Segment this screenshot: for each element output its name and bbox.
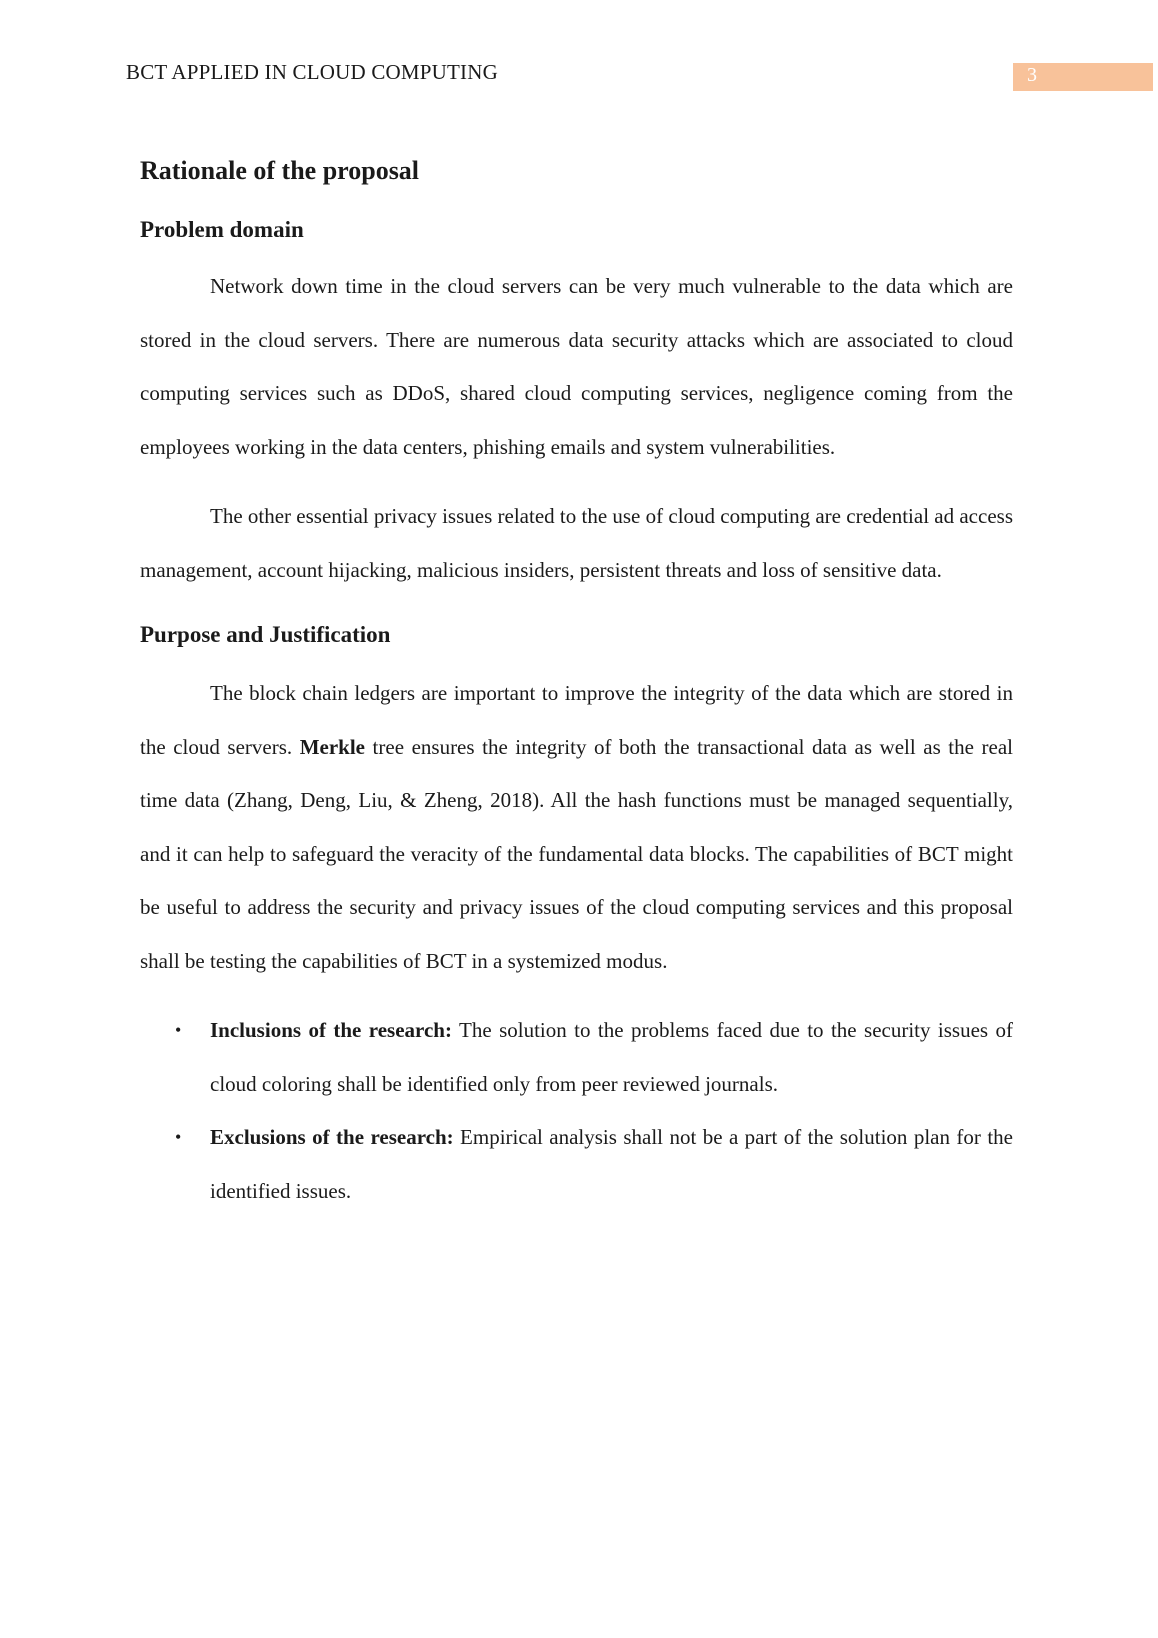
inclusions-label: Inclusions of the research:: [210, 1018, 452, 1042]
section-title: Rationale of the proposal: [140, 156, 420, 185]
running-header-title: BCT APPLIED IN CLOUD COMPUTING: [126, 60, 498, 84]
problem-domain-heading: Problem domain: [140, 217, 304, 242]
bullet-icon: •: [175, 1020, 182, 1040]
purpose-paragraph-rest: tree ensures the integrity of both the transactional data as well as the real time data (Zhang, Deng, Liu, & Zheng, 2018). All the hash functions must be managed sequentially, and it can help to safeguard the veracity of the fundamental data blocks. The capabilities of BCT might be useful to address the security and privacy issues of the cloud computing services and this proposal shall be testing the capabilities of BCT in a systemized modus.: [140, 734, 1013, 973]
list-item-inclusions: [140, 1004, 1013, 1111]
problem-domain-paragraph-1: Network down time in the cloud servers can be very much vulnerable to the data which are stored in the cloud servers. There are numerous data security attacks which are associated to cloud computing services such as DDoS, shared cloud computing services, negligence coming from the employees working in the data centers, phishing emails and system vulnerabilities.: [140, 274, 1013, 459]
list-item-exclusions: [140, 1111, 1013, 1218]
purpose-paragraph: [140, 667, 1013, 988]
problem-domain-paragraph-2: The other essential privacy issues related to the use of cloud computing are credential ad access management, account hijacking, malicious insiders, persistent threats and loss of sensitive data.: [140, 504, 1013, 582]
research-scope-list: [140, 1004, 1013, 1218]
page-number: 3: [1027, 64, 1037, 86]
purpose-paragraph-lead: The block chain ledgers are important to improve the integrity of the data which are stored in the cloud servers.: [140, 681, 1013, 759]
bullet-icon: •: [175, 1127, 182, 1147]
page-number-badge: [1013, 63, 1153, 91]
purpose-justification-heading: Purpose and Justification: [140, 622, 391, 647]
inclusions-text: The solution to the problems faced due to the security issues of cloud coloring shall be identified only from peer reviewed journals.: [210, 1018, 1013, 1096]
merkle-bold-term: Merkle: [299, 734, 365, 759]
document-body: [140, 148, 1013, 1218]
exclusions-text: Empirical analysis shall not be a part of the solution plan for the identified issues.: [210, 1125, 1013, 1203]
exclusions-label: Exclusions of the research:: [210, 1125, 454, 1149]
